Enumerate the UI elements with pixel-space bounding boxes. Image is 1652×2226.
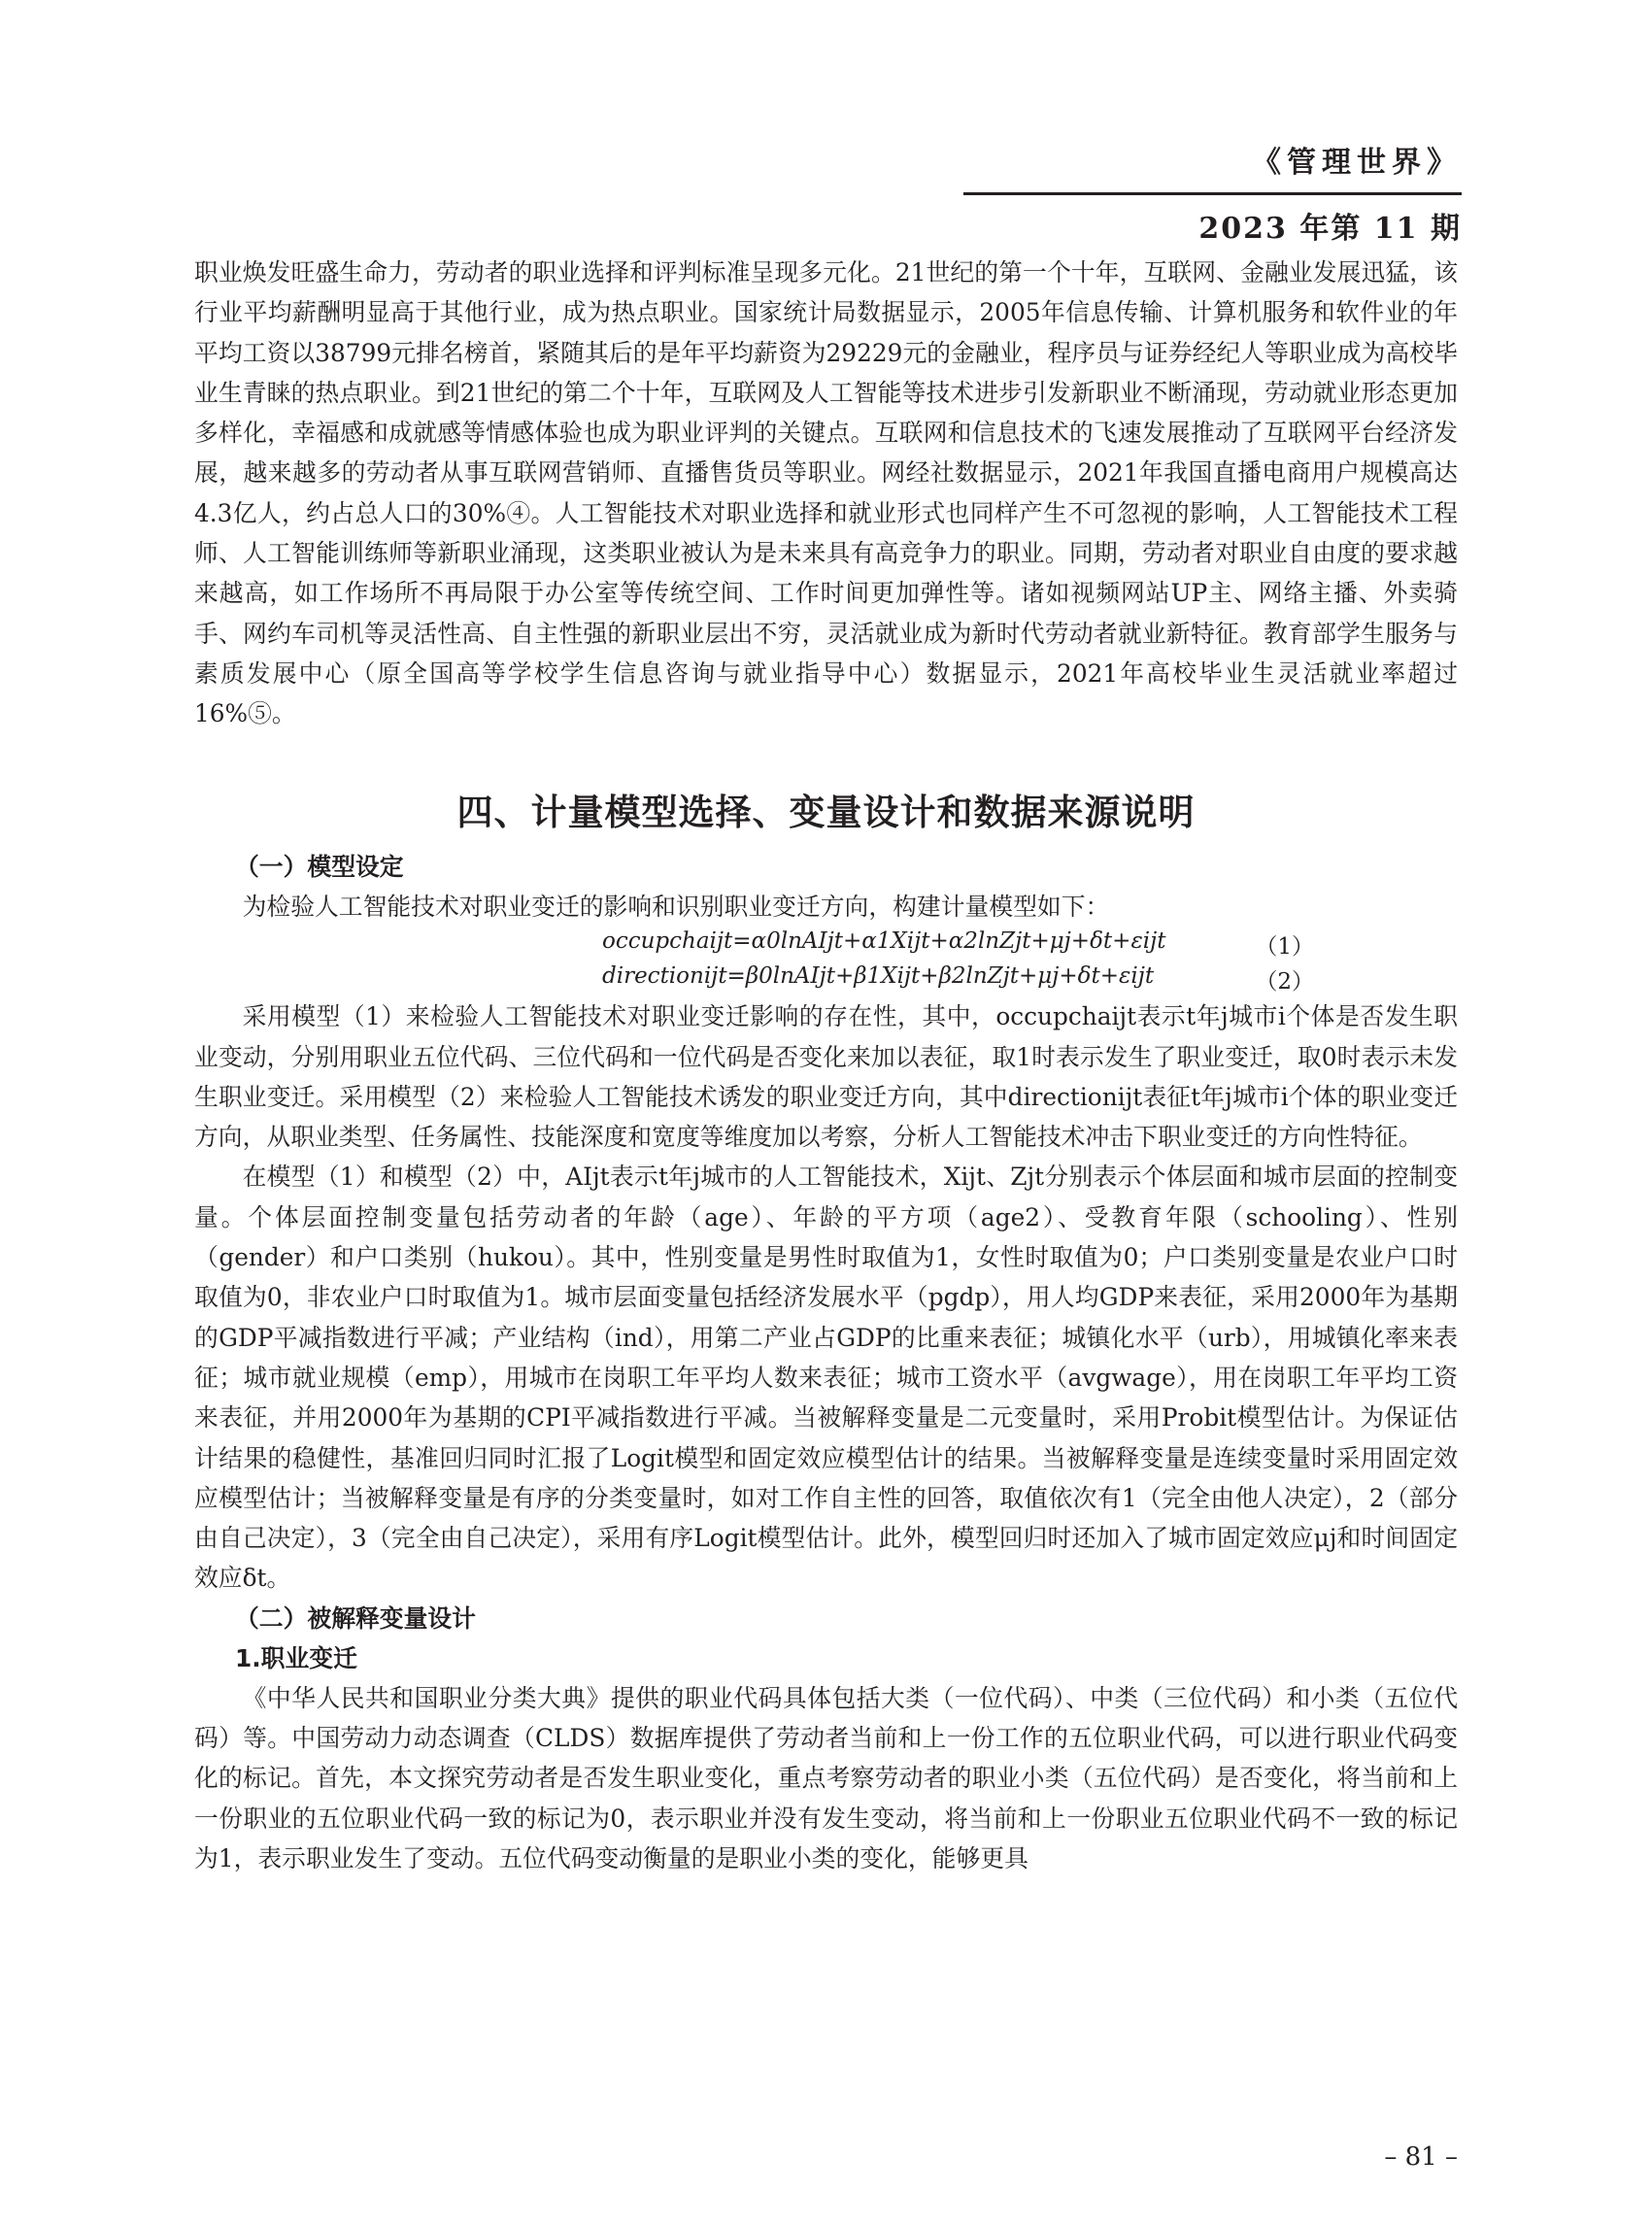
subsection-heading-model: （一）模型设定 bbox=[235, 853, 404, 881]
model-lead-paragraph: 为检验人工智能技术对职业变迁的影响和识别职业变迁方向，构建计量模型如下： bbox=[242, 893, 1110, 921]
subsection-heading-dependent: （二）被解释变量设计 bbox=[235, 1603, 476, 1633]
model-paragraph-1: 采用模型（1）来检验人工智能技术对职业变迁影响的存在性，其中，occupchaijt表示t年j城市i个体是否发生职业变动，分别用职业五位代码、三位代码和一位代码是否变化来加以表征，取1时表示发生了职业变迁，取0时表示未发生职业变迁。采用模型（2）来检验人工智能技术诱发的职业变迁方向，其中directionijt表征t年j城市i个体的职业变迁方向，从职业类型、任务属性、技能深度和宽度等维度加以考察，分析人工智能技术冲击下职业变迁的方向性特征。 bbox=[194, 1002, 1458, 1152]
equation-1 bbox=[194, 927, 1458, 961]
equation-1-text: occupchaijt=α0lnAIjt+α1Xijt+α2lnZjt+μj+δt+εijt bbox=[602, 928, 1166, 955]
page-number: – 81 – bbox=[1384, 2142, 1458, 2172]
intro-block bbox=[194, 253, 1458, 734]
model-paragraph-2: 在模型（1）和模型（2）中，AIjt表示t年j城市的人工智能技术，Xijt、Zjt分别表示个体层面和城市层面的控制变量。个体层面控制变量包括劳动者的年龄（age）、年龄的平方项（age2）、受教育年限（schooling）、性别（gender）和户口类别（hukou）。其中，性别变量是男性时取值为1，女性时取值为0；户口类别变量是农业户口时取值为0，非农业户口时取值为1。城市层面变量包括经济发展水平（pgdp），用人均GDP来表征，采用2000年为基期的GDP平减指数进行平减；产业结构（ind），用第二产业占GDP的比重来表征；城镇化水平（urb），用城镇化率来表征；城市就业规模（emp），用城市在岗职工年平均人数来表征；城市工资水平（avgwage），用在岗职工年平均工资来表征，并用2000年为基期的CPI平减指数进行平减。当被解释变量是二元变量时，采用Probit模型估计。为保证估计结果的稳健性，基准回归同时汇报了Logit模型和固定效应模型估计的结果。当被解释变量是连续变量时采用固定效应模型估计；当被解释变量是有序的分类变量时，如对工作自主性的回答，取值依次有1（完全由他人决定），2（部分由自己决定），3（完全由自己决定），采用有序Logit模型估计。此外，模型回归时还加入了城市固定效应μj和时间固定效应δt。 bbox=[194, 1163, 1458, 1593]
equation-1-number: （1） bbox=[1255, 934, 1314, 961]
occupation-change-paragraph: 《中华人民共和国职业分类大典》提供的职业代码具体包括大类（一位代码）、中类（三位代码）和小类（五位代码）等。中国劳动力动态调查（CLDS）数据库提供了劳动者当前和上一份工作的五位职业代码，可以进行职业代码变化的标记。首先，本文探究劳动者是否发生职业变化，重点考察劳动者的职业小类（五位代码）是否变化，将当前和上一份职业的五位职业代码一致的标记为0，表示职业并没有发生变动，将当前和上一份职业五位职业代码不一致的标记为1，表示职业发生了变动。五位代码变动衡量的是职业小类的变化，能够更具 bbox=[194, 1683, 1458, 1872]
section-title: 四、计量模型选择、变量设计和数据来源说明 bbox=[456, 792, 1196, 833]
intro-paragraph: 职业焕发旺盛生命力，劳动者的职业选择和评判标准呈现多元化。21世纪的第一个十年，互联网、金融业发展迅猛，该行业平均薪酬明显高于其他行业，成为热点职业。国家统计局数据显示，2005年信息传输、计算机服务和软件业的年平均工资以38799元排名榜首，紧随其后的是年平均薪资为29229元的金融业，程序员与证券经纪人等职业成为高校毕业生青睐的热点职业。到21世纪的第二个十年，互联网及人工智能等技术进步引发新职业不断涌现，劳动就业形态更加多样化，幸福感和成就感等情感体验也成为职业评判的关键点。互联网和信息技术的飞速发展推动了互联网平台经济发展，越来越多的劳动者从事互联网营销师、直播售货员等职业。网经社数据显示，2021年我国直播电商用户规模高达4.3亿人，约占总人口的30%④。人工智能技术对职业选择和就业形式也同样产生不可忽视的影响，人工智能技术工程师、人工智能训练师等新职业涌现，这类职业被认为是未来具有高竞争力的职业。同期，劳动者对职业自由度的要求越来越高，如工作场所不再局限于办公室等传统空间、工作时间更加弹性等。诸如视频网站UP主、网络主播、外卖骑手、网约车司机等灵活性高、自主性强的新职业层出不穷，灵活就业成为新时代劳动者就业新特征。教育部学生服务与素质发展中心（原全国高等学校学生信息咨询与就业指导中心）数据显示，2021年高校毕业生灵活就业率超过16%⑤。 bbox=[194, 258, 1458, 728]
equation-2-number: （2） bbox=[1255, 969, 1314, 995]
item-heading-occupation-change: 1.职业变迁 bbox=[235, 1643, 357, 1672]
header-rule bbox=[963, 192, 1462, 195]
issue-label: 2023 年第 11 期 bbox=[1198, 212, 1462, 246]
equation-2-text: directionijt=β0lnAIjt+β1Xijt+β2lnZjt+μj+δt+εijt bbox=[602, 963, 1155, 990]
journal-title: 《管理世界》 bbox=[1252, 146, 1462, 180]
main-block bbox=[194, 847, 1458, 1878]
equation-2 bbox=[194, 961, 1458, 996]
